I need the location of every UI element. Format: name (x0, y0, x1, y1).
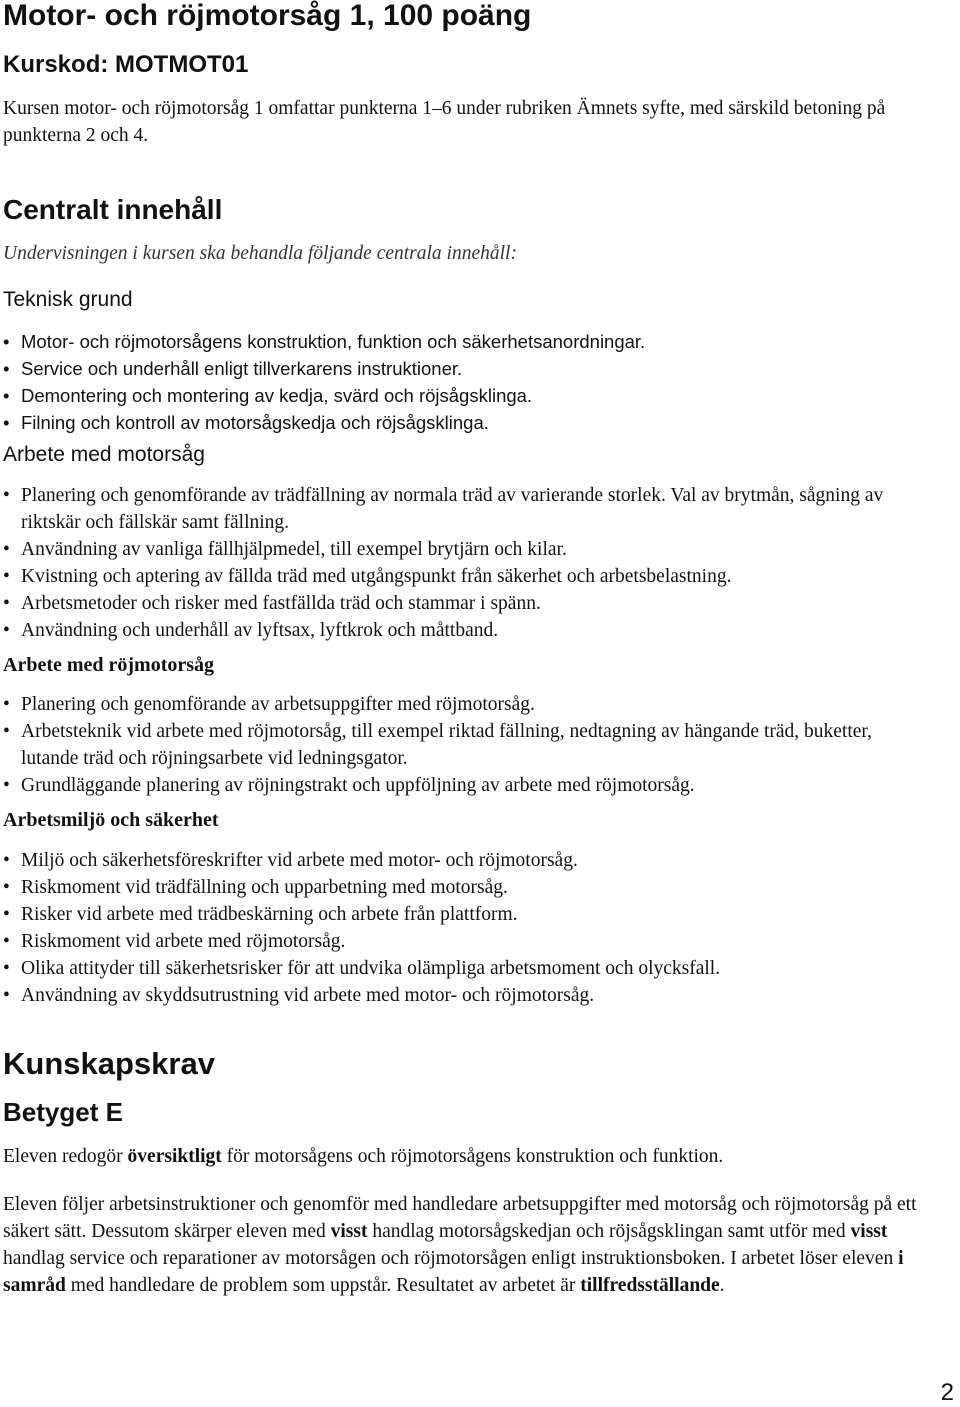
list-item: • Demontering och montering av kedja, svärd och röjsågsklinga. (0, 382, 920, 409)
list-item: • Användning av vanliga fällhjälpmedel, till exempel brytjärn och kilar. (0, 536, 920, 563)
bullet-icon: • (3, 931, 10, 952)
list-item: • Arbetsmetoder och risker med fastfällda träd och stammar i spänn. (0, 590, 920, 617)
bullet-icon: • (3, 566, 10, 587)
list-arbete-rojmotorsag (0, 691, 920, 799)
list-item: • Planering och genomförande av arbetsuppgifter med röjmotorsåg. (0, 691, 920, 718)
bullet-icon: • (3, 721, 10, 742)
course-title: Motor- och röjmotorsåg 1, 100 poäng (3, 0, 532, 32)
bullet-icon: • (3, 539, 10, 560)
list-teknisk-grund (0, 328, 920, 436)
section-heading-arbetsmiljo: Arbetsmiljö och säkerhet (3, 809, 219, 831)
emphasis: tillfredsställande (580, 1275, 720, 1296)
bullet-icon: • (3, 485, 10, 506)
bullet-icon: • (3, 593, 10, 614)
emphasis: översiktligt (127, 1146, 222, 1167)
bullet-icon: • (3, 958, 10, 979)
bullet-icon: • (3, 985, 10, 1006)
list-item: • Arbetsteknik vid arbete med röjmotorsåg, till exempel riktad fällning, nedtagning av hängande träd, buketter, lutande träd och röjningsarbete vid ledningsgator. (0, 718, 920, 772)
grade-heading: Betyget E (3, 1097, 123, 1127)
bullet-icon: • (3, 358, 10, 379)
section-heading-arbete-rojmotorsag: Arbete med röjmotorsåg (3, 654, 215, 676)
list-item: • Användning och underhåll av lyftsax, lyftkrok och måttband. (0, 617, 920, 644)
emphasis: visst (850, 1221, 888, 1242)
central-content-lead: Undervisningen i kursen ska behandla följande centrala innehåll: (3, 243, 517, 264)
list-item: • Miljö och säkerhetsföreskrifter vid arbete med motor- och röjmotorsåg. (0, 847, 920, 874)
list-arbete-motorsag (0, 482, 920, 644)
emphasis: visst (330, 1221, 368, 1242)
list-item: • Riskmoment vid arbete med röjmotorsåg. (0, 928, 920, 955)
bullet-icon: • (3, 877, 10, 898)
bullet-icon: • (3, 620, 10, 641)
list-arbetsmiljo (0, 847, 920, 1009)
list-item: • Kvistning och aptering av fällda träd med utgångspunkt från säkerhet och arbetsbelastning. (0, 563, 920, 590)
bullet-icon: • (3, 331, 10, 352)
section-heading-arbete-motorsag: Arbete med motorsåg (3, 443, 205, 466)
list-item: • Motor- och röjmotorsågens konstruktion, funktion och säkerhetsanordningar. (0, 328, 920, 355)
list-item: • Grundläggande planering av röjningstrakt och uppföljning av arbete med röjmotorsåg. (0, 772, 920, 799)
requirement-paragraph-2: Eleven följer arbetsinstruktioner och genomför med handledare arbetsuppgifter med motorsåg och röjmotorsåg på ett säkert sätt. Dessutom skärper eleven med visst handlag motorsågskedjan och röjsågsklingan samt utför med visst handlag service och reparationer av motorsågen och röjmotorsågen enligt instruktionsboken. I arbetet löser eleven i samråd med handledare de problem som uppstår. Resultatet av arbetet är tillfredsställande. (3, 1194, 917, 1296)
bullet-icon: • (3, 694, 10, 715)
page-number: 2 (940, 1379, 954, 1406)
list-item: • Service och underhåll enligt tillverkarens instruktioner. (0, 355, 920, 382)
list-item: • Planering och genomförande av trädfällning av normala träd av varierande storlek. Val av brytmån, sågning av riktskär och fällskär samt fällning. (0, 482, 920, 536)
requirement-paragraph-1: Eleven redogör översiktligt för motorsågens och röjmotorsågens konstruktion och funktion. (3, 1146, 724, 1167)
central-content-heading: Centralt innehåll (3, 194, 223, 225)
list-item: • Olika attityder till säkerhetsrisker för att undvika olämpliga arbetsmoment och olycksfall. (0, 955, 920, 982)
requirements-heading: Kunskapskrav (3, 1046, 215, 1081)
bullet-icon: • (3, 850, 10, 871)
bullet-icon: • (3, 412, 10, 433)
bullet-icon: • (3, 775, 10, 796)
list-item: • Användning av skyddsutrustning vid arbete med motor- och röjmotorsåg. (0, 982, 920, 1009)
list-item: • Riskmoment vid trädfällning och upparbetning med motorsåg. (0, 874, 920, 901)
emphasis: i samråd (3, 1248, 904, 1296)
list-item: • Risker vid arbete med trädbeskärning och arbete från plattform. (0, 901, 920, 928)
course-intro: Kursen motor- och röjmotorsåg 1 omfattar punkterna 1–6 under rubriken Ämnets syfte, med särskild betoning på punkterna 2 och 4. (3, 98, 886, 146)
bullet-icon: • (3, 385, 10, 406)
bullet-icon: • (3, 904, 10, 925)
section-heading-teknisk-grund: Teknisk grund (3, 288, 133, 311)
list-item: • Filning och kontroll av motorsågskedja och röjsågsklinga. (0, 409, 920, 436)
course-code: Kurskod: MOTMOT01 (3, 51, 249, 78)
